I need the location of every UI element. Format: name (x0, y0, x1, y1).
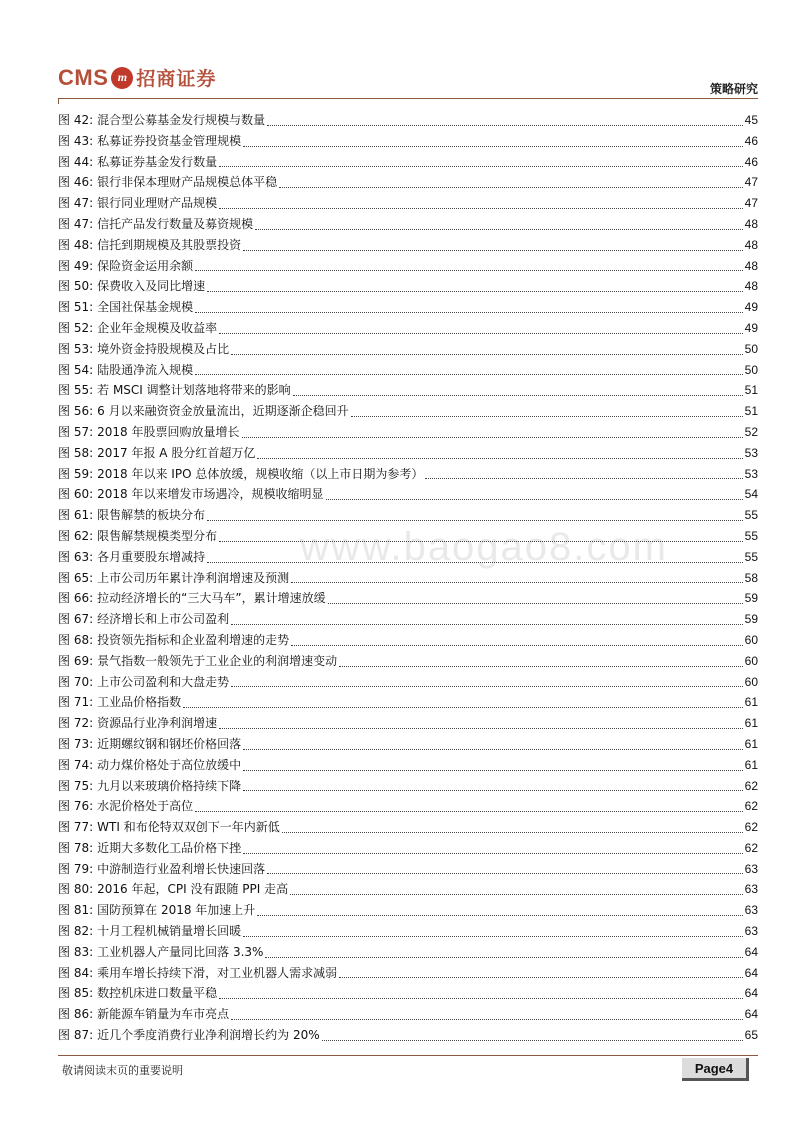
toc-figure-title[interactable]: 2016 年起，CPI 没有跟随 PPI 走高 (97, 882, 289, 897)
figure-index-list (58, 110, 758, 1046)
toc-figure-label: 图 44: (58, 154, 94, 169)
toc-figure-title[interactable]: 九月以来玻璃价格持续下降 (97, 778, 242, 793)
toc-entry[interactable] (58, 755, 758, 776)
toc-dot-leader (207, 290, 742, 292)
toc-dot-leader (207, 561, 742, 563)
toc-entry[interactable] (58, 568, 758, 589)
toc-entry[interactable] (58, 276, 758, 297)
toc-entry[interactable] (58, 380, 758, 401)
toc-dot-leader (257, 457, 742, 459)
page-header (0, 0, 800, 105)
toc-page-number[interactable]: 48 (744, 216, 758, 231)
toc-figure-label: 图 42: (58, 113, 94, 127)
toc-dot-leader (207, 519, 742, 521)
toc-entry[interactable] (58, 942, 758, 963)
toc-figure-title[interactable]: 6 月以来融资资金放量流出，近期逐渐企稳回升 (97, 404, 349, 419)
toc-dot-leader (219, 727, 742, 729)
toc-figure-title[interactable]: 近几个季度消费行业净利润增长约为 20% (97, 1028, 320, 1043)
toc-page-number[interactable]: 49 (744, 300, 758, 315)
logo-emblem-icon: m (111, 67, 133, 89)
toc-page-number[interactable]: 47 (744, 196, 758, 211)
toc-figure-title[interactable]: 信托产品发行数量及募资规模 (97, 216, 254, 231)
toc-dot-leader (282, 831, 743, 833)
toc-dot-leader (257, 914, 742, 916)
toc-page-number[interactable]: 53 (744, 466, 758, 481)
toc-entry[interactable] (58, 172, 758, 193)
toc-figure-title[interactable]: 境外资金持股规模及占比 (97, 341, 230, 356)
toc-figure-label: 图 63: (58, 549, 94, 564)
toc-page-number[interactable]: 52 (744, 424, 758, 439)
page-number-badge: Page4 (682, 1058, 749, 1081)
toc-figure-label: 图 46: (58, 175, 94, 190)
toc-figure-label: 图 58: (58, 445, 94, 460)
toc-figure-title[interactable]: 保费收入及同比增速 (97, 279, 206, 294)
toc-page-number[interactable]: 62 (744, 778, 758, 793)
toc-entry[interactable] (58, 339, 758, 360)
toc-figure-label: 图 51: (58, 300, 94, 315)
toc-dot-leader (195, 373, 742, 375)
toc-dot-leader (339, 665, 742, 667)
toc-entry[interactable] (58, 713, 758, 734)
toc-page-number[interactable]: 48 (744, 279, 758, 294)
toc-entry[interactable] (58, 443, 758, 464)
toc-figure-title[interactable]: 银行同业理财产品规模 (97, 196, 218, 211)
toc-entry[interactable] (58, 651, 758, 672)
header-divider-tick (58, 98, 59, 104)
section-label: 策略研究 (709, 82, 758, 96)
toc-page-number[interactable]: 55 (744, 508, 758, 523)
toc-entry[interactable] (58, 692, 758, 713)
toc-dot-leader (219, 997, 742, 999)
toc-entry[interactable] (58, 235, 758, 256)
toc-figure-title[interactable]: 水泥价格处于高位 (97, 799, 194, 814)
toc-figure-label: 图 54: (58, 362, 94, 377)
toc-entry[interactable] (58, 256, 758, 277)
toc-figure-label: 图 56: (58, 404, 94, 419)
toc-dot-leader (267, 872, 742, 874)
toc-dot-leader (231, 1018, 742, 1020)
toc-dot-leader (231, 685, 742, 687)
toc-page-number[interactable]: 53 (744, 445, 758, 460)
toc-dot-leader (242, 436, 743, 438)
toc-page-number[interactable]: 64 (744, 965, 758, 980)
toc-entry[interactable] (58, 214, 758, 235)
toc-page-number[interactable]: 63 (744, 924, 758, 939)
toc-figure-label: 图 50: (58, 279, 94, 294)
toc-figure-label: 图 72: (58, 716, 94, 731)
toc-figure-title[interactable]: 近期大多数化工品价格下挫 (97, 840, 242, 855)
header-divider (58, 98, 758, 99)
toc-figure-title[interactable]: WTI 和布伦特双双创下一年内新低 (97, 820, 280, 835)
toc-dot-leader (243, 852, 742, 854)
toc-dot-leader (231, 623, 742, 625)
toc-entry[interactable] (58, 983, 758, 1004)
toc-figure-label: 图 77: (58, 820, 94, 835)
toc-figure-label: 图 43: (58, 133, 94, 148)
toc-figure-label: 图 57: (58, 424, 94, 439)
toc-figure-title[interactable]: 上市公司历年累计净利润增速及预测 (97, 570, 290, 585)
toc-figure-label: 图 62: (58, 528, 94, 543)
toc-dot-leader (291, 644, 742, 646)
toc-figure-label: 图 85: (58, 986, 94, 1001)
toc-figure-title[interactable]: 私募证券基金发行数量 (97, 154, 218, 169)
toc-entry[interactable] (58, 1004, 758, 1025)
toc-entry[interactable] (58, 921, 758, 942)
toc-entry[interactable] (58, 505, 758, 526)
toc-figure-title[interactable]: 投资领先指标和企业盈利增速的走势 (97, 632, 290, 647)
toc-dot-leader (231, 353, 742, 355)
toc-page-number[interactable]: 50 (744, 341, 758, 356)
toc-entry[interactable] (58, 963, 758, 984)
toc-page-number[interactable]: 48 (744, 237, 758, 252)
toc-dot-leader (219, 332, 742, 334)
toc-dot-leader (351, 415, 743, 417)
toc-dot-leader (425, 477, 742, 479)
toc-page-number[interactable]: 59 (744, 591, 758, 606)
toc-entry[interactable] (58, 609, 758, 630)
toc-figure-title[interactable]: 动力煤价格处于高位放缓中 (97, 757, 242, 772)
toc-entry[interactable] (58, 422, 758, 443)
toc-figure-title[interactable]: 工业品价格指数 (97, 695, 182, 710)
toc-entry[interactable] (58, 588, 758, 609)
toc-dot-leader (243, 769, 742, 771)
toc-entry[interactable] (58, 464, 758, 485)
toc-page-number[interactable]: 46 (744, 154, 758, 169)
toc-figure-title[interactable]: 数控机床进口数量平稳 (97, 986, 218, 1001)
toc-figure-title[interactable]: 保险资金运用余额 (97, 258, 194, 273)
toc-figure-title[interactable]: 私募证券投资基金管理规模 (97, 133, 242, 148)
toc-figure-title[interactable]: 拉动经济增长的“三大马车”，累计增速放缓 (97, 591, 326, 606)
toc-entry[interactable] (58, 630, 758, 651)
toc-figure-title[interactable]: 资源品行业净利润增速 (97, 716, 218, 731)
toc-dot-leader (219, 540, 742, 542)
toc-entry[interactable] (58, 838, 758, 859)
toc-figure-title[interactable]: 上市公司盈利和大盘走势 (97, 674, 230, 689)
toc-page-number[interactable]: 48 (744, 258, 758, 273)
toc-page-number[interactable]: 63 (744, 903, 758, 918)
toc-figure-label: 图 47: (58, 196, 94, 211)
toc-dot-leader (328, 602, 743, 604)
toc-entry[interactable] (58, 526, 758, 547)
toc-dot-leader (322, 1039, 743, 1041)
toc-dot-leader (290, 893, 743, 895)
toc-dot-leader (293, 394, 743, 396)
toc-page-number[interactable]: 49 (744, 320, 758, 335)
toc-figure-label: 图 84: (58, 965, 94, 980)
toc-figure-title[interactable]: 国防预算在 2018 年加速上升 (97, 903, 256, 918)
toc-entry[interactable] (58, 152, 758, 173)
toc-figure-label: 图 52: (58, 320, 94, 335)
toc-dot-leader (339, 976, 742, 978)
toc-page-number[interactable]: 45 (744, 113, 758, 127)
toc-figure-label: 图 70: (58, 674, 94, 689)
footer-divider (58, 1055, 758, 1056)
toc-figure-title[interactable]: 工业机器人产量同比回落 3.3% (97, 944, 264, 959)
toc-page-number[interactable]: 60 (744, 632, 758, 647)
toc-page-number[interactable]: 61 (744, 716, 758, 731)
toc-dot-leader (219, 207, 742, 209)
toc-figure-label: 图 76: (58, 799, 94, 814)
toc-page-number[interactable]: 58 (744, 570, 758, 585)
toc-dot-leader (219, 165, 742, 167)
logo-latin-text: CMS (58, 64, 109, 90)
toc-figure-label: 图 48: (58, 237, 94, 252)
disclaimer-note: 敬请阅读末页的重要说明 (62, 1064, 183, 1077)
toc-figure-title[interactable]: 银行非保本理财产品规模总体平稳 (97, 175, 278, 190)
toc-figure-label: 图 68: (58, 632, 94, 647)
toc-figure-title[interactable]: 十月工程机械销量增长回暖 (97, 924, 242, 939)
logo-chinese-text: 招商证券 (136, 68, 217, 90)
toc-figure-title[interactable]: 2017 年报 A 股分红首超万亿 (97, 445, 256, 460)
toc-figure-label: 图 81: (58, 903, 94, 918)
toc-figure-label: 图 75: (58, 778, 94, 793)
toc-page-number[interactable]: 61 (744, 757, 758, 772)
toc-page-number[interactable]: 61 (744, 695, 758, 710)
toc-figure-label: 图 83: (58, 944, 94, 959)
toc-figure-label: 图 82: (58, 924, 94, 939)
toc-figure-label: 图 61: (58, 508, 94, 523)
toc-figure-label: 图 87: (58, 1028, 94, 1043)
toc-figure-label: 图 78: (58, 840, 94, 855)
toc-figure-label: 图 53: (58, 341, 94, 356)
toc-dot-leader (195, 810, 742, 812)
toc-figure-label: 图 66: (58, 591, 94, 606)
toc-entry[interactable] (58, 900, 758, 921)
toc-figure-label: 图 60: (58, 487, 94, 502)
toc-figure-title[interactable]: 各月重要股东增减持 (97, 549, 206, 564)
toc-figure-label: 图 71: (58, 695, 94, 710)
toc-page-number[interactable]: 54 (744, 487, 758, 502)
toc-entry[interactable] (58, 776, 758, 797)
toc-page-number[interactable]: 55 (744, 528, 758, 543)
toc-figure-title[interactable]: 全国社保基金规模 (97, 300, 194, 315)
toc-dot-leader (195, 311, 742, 313)
toc-figure-title[interactable]: 景气指数一般领先于工业企业的利润增速变动 (97, 653, 338, 668)
toc-figure-label: 图 80: (58, 882, 94, 897)
toc-page-number[interactable]: 65 (744, 1028, 758, 1043)
toc-page-number[interactable]: 51 (744, 404, 758, 419)
toc-figure-title[interactable]: 限售解禁的板块分布 (97, 508, 206, 523)
toc-figure-title[interactable]: 2018 年以来增发市场遇冷，规模收缩明显 (97, 487, 324, 502)
toc-figure-title[interactable]: 乘用车增长持续下滑，对工业机器人需求减弱 (97, 965, 338, 980)
toc-entry[interactable] (58, 1025, 758, 1046)
toc-figure-title[interactable]: 混合型公募基金发行规模与数量 (97, 113, 266, 127)
toc-figure-title[interactable]: 企业年金规模及收益率 (97, 320, 218, 335)
toc-figure-title[interactable]: 经济增长和上市公司盈利 (97, 612, 230, 627)
toc-page-number[interactable]: 63 (744, 861, 758, 876)
toc-page-number[interactable]: 60 (744, 653, 758, 668)
toc-dot-leader (279, 186, 742, 188)
toc-dot-leader (195, 269, 742, 271)
toc-page-number[interactable]: 62 (744, 840, 758, 855)
toc-figure-label: 图 79: (58, 861, 94, 876)
toc-entry[interactable] (58, 879, 758, 900)
toc-figure-title[interactable]: 若 MSCI 调整计划落地将带来的影响 (97, 383, 291, 398)
toc-entry[interactable] (58, 547, 758, 568)
toc-figure-title[interactable]: 2018 年股票回购放量增长 (97, 424, 240, 439)
toc-page-number[interactable]: 62 (744, 820, 758, 835)
toc-figure-label: 图 67: (58, 612, 94, 627)
toc-entry[interactable] (58, 672, 758, 693)
toc-entry[interactable] (58, 484, 758, 505)
toc-figure-title[interactable]: 近期螺纹钢和钢坯价格回落 (97, 736, 242, 751)
toc-figure-title[interactable]: 2018 年以来 IPO 总体放缓，规模收缩（以上市日期为参考） (97, 466, 424, 481)
toc-figure-title[interactable]: 陆股通净流入规模 (97, 362, 194, 377)
toc-figure-title[interactable]: 信托到期规模及其股票投资 (97, 237, 242, 252)
toc-dot-leader (243, 789, 742, 791)
toc-figure-label: 图 86: (58, 1007, 94, 1022)
company-logo (58, 64, 216, 91)
toc-entry[interactable] (58, 360, 758, 381)
toc-page-number[interactable]: 64 (744, 944, 758, 959)
toc-dot-leader (243, 935, 742, 937)
toc-figure-label: 图 65: (58, 570, 94, 585)
toc-entry[interactable] (58, 859, 758, 880)
toc-entry[interactable] (58, 318, 758, 339)
toc-entry[interactable] (58, 131, 758, 152)
toc-page-number[interactable]: 63 (744, 882, 758, 897)
toc-figure-label: 图 55: (58, 383, 94, 398)
toc-dot-leader (265, 956, 742, 958)
toc-dot-leader (291, 581, 742, 583)
toc-entry[interactable] (58, 193, 758, 214)
toc-page-number[interactable]: 50 (744, 362, 758, 377)
toc-entry[interactable] (58, 796, 758, 817)
toc-entry[interactable] (58, 817, 758, 838)
toc-page-number[interactable]: 55 (744, 549, 758, 564)
toc-page-number[interactable]: 60 (744, 674, 758, 689)
toc-page-number[interactable]: 62 (744, 799, 758, 814)
toc-figure-label: 图 47: (58, 216, 94, 231)
toc-figure-title[interactable]: 中游制造行业盈利增长快速回落 (97, 861, 266, 876)
toc-page-number[interactable]: 51 (744, 383, 758, 398)
toc-dot-leader (243, 145, 742, 147)
toc-figure-label: 图 49: (58, 258, 94, 273)
toc-entry[interactable] (58, 110, 758, 131)
toc-page-number[interactable]: 61 (744, 736, 758, 751)
toc-dot-leader (243, 748, 742, 750)
toc-figure-label: 图 69: (58, 653, 94, 668)
toc-page-number[interactable]: 47 (744, 175, 758, 190)
toc-figure-title[interactable]: 限售解禁规模类型分布 (97, 528, 218, 543)
toc-entry[interactable] (58, 734, 758, 755)
toc-page-number[interactable]: 64 (744, 986, 758, 1001)
toc-dot-leader (243, 249, 742, 251)
toc-figure-label: 图 73: (58, 736, 94, 751)
toc-dot-leader (267, 124, 742, 126)
toc-page-number[interactable]: 59 (744, 612, 758, 627)
toc-entry[interactable] (58, 401, 758, 422)
toc-page-number[interactable]: 64 (744, 1007, 758, 1022)
toc-page-number[interactable]: 46 (744, 133, 758, 148)
toc-figure-label: 图 74: (58, 757, 94, 772)
toc-figure-title[interactable]: 新能源车销量为车市亮点 (97, 1007, 230, 1022)
watermark: www.baogao8.com (300, 525, 668, 569)
toc-entry[interactable] (58, 297, 758, 318)
toc-dot-leader (255, 228, 742, 230)
toc-figure-label: 图 59: (58, 466, 94, 481)
toc-dot-leader (326, 498, 743, 500)
toc-dot-leader (183, 706, 742, 708)
